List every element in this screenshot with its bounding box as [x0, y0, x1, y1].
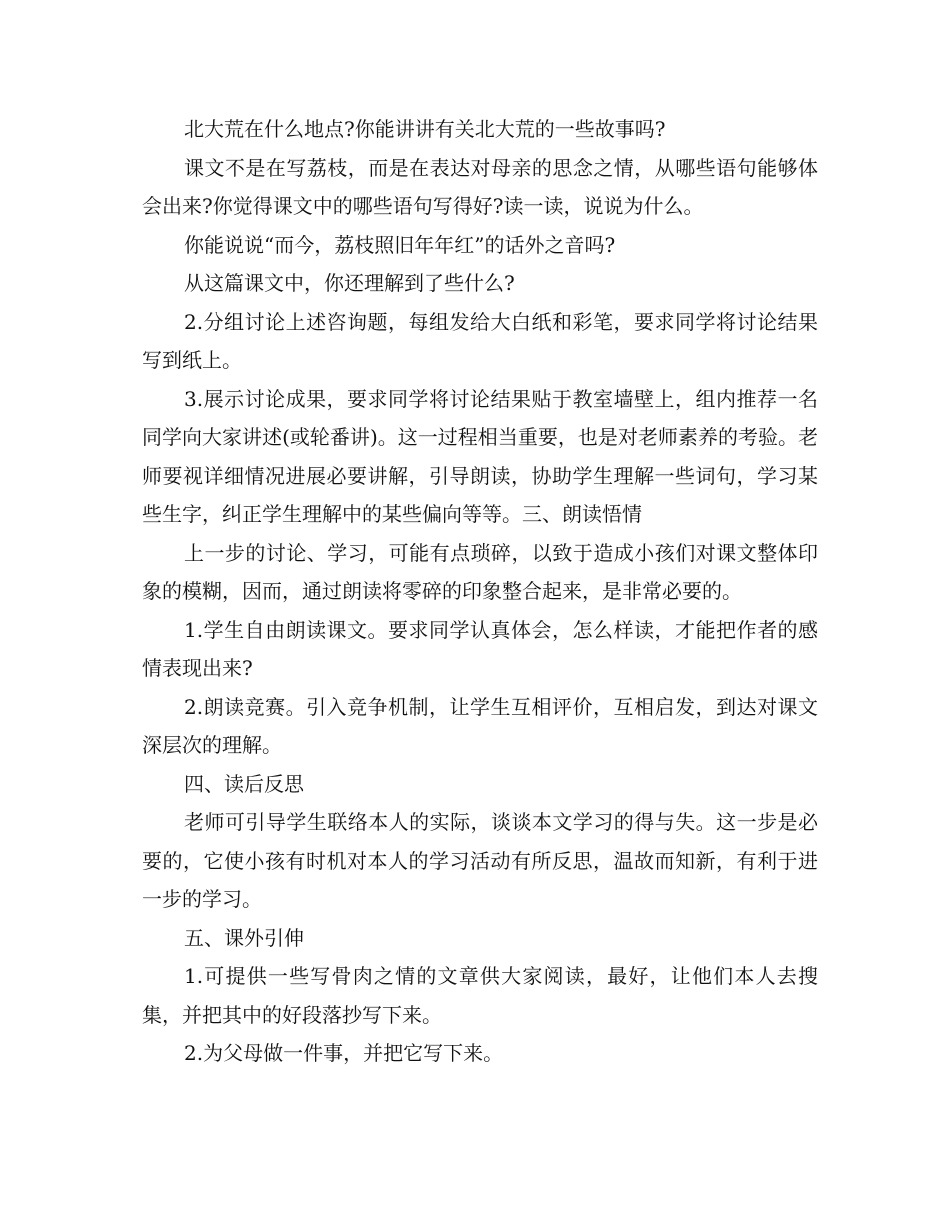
- document-body: [142, 110, 818, 1073]
- paragraph-free-reading: 1.学生自由朗读课文。要求同学认真体会，怎么样读，才能把作者的感情表现出来?: [142, 617, 818, 680]
- paragraph-extension-reading: 1.可提供一些写骨肉之情的文章供大家阅读，最好，让他们本人去搜集，并把其中的好段落抄写下来。: [142, 964, 818, 1027]
- paragraph-beidahuang-question: 北大荒在什么地点?你能讲讲有关北大荒的一些故事吗?: [184, 117, 666, 141]
- paragraph-group-discussion: 2.分组讨论上述咨询题，每组发给大白纸和彩笔，要求同学将讨论结果写到纸上。: [142, 309, 818, 372]
- paragraph-reflection: 老师可引导学生联络本人的实际，谈谈本文学习的得与失。这一步是必要的，它使小孩有时机对本人的学习活动有所反思，温故而知新，有利于进一步的学习。: [142, 810, 818, 911]
- paragraph-reading-integration: 上一步的讨论、学习，可能有点琐碎，以致于造成小孩们对课文整体印象的模糊，因而，通过朗读将零碎的印象整合起来，是非常必要的。: [142, 540, 818, 603]
- section-heading-reflection: 四、读后反思: [184, 771, 304, 796]
- paragraph-lychee-question: 课文不是在写荔枝，而是在表达对母亲的思念之情，从哪些语句能够体会出来?你觉得课文中的哪些语句写得好?读一读，说说为什么。: [142, 155, 818, 218]
- paragraph-show-results: 3.展示讨论成果，要求同学将讨论结果贴于教室墙壁上，组内推荐一名同学向大家讲述(或轮番讲)。这一过程相当重要，也是对老师素养的考验。老师要视详细情况进展必要讲解，引导朗读，协助学生理解一些词句，学习某些生字，纠正学生理解中的某些偏向等等。三、朗读悟情: [142, 386, 818, 526]
- paragraph-implied-meaning-question: 你能说说“而今，荔枝照旧年年红”的话外之音吗?: [184, 232, 616, 257]
- paragraph-extension-task: 2.为父母做一件事，并把它写下来。: [184, 1041, 504, 1065]
- paragraph-understanding-question: 从这篇课文中，你还理解到了些什么?: [184, 271, 515, 295]
- paragraph-reading-contest: 2.朗读竞赛。引入竞争机制，让学生互相评价，互相启发，到达对课文深层次的理解。: [142, 694, 818, 757]
- section-heading-extension: 五、课外引伸: [184, 925, 304, 950]
